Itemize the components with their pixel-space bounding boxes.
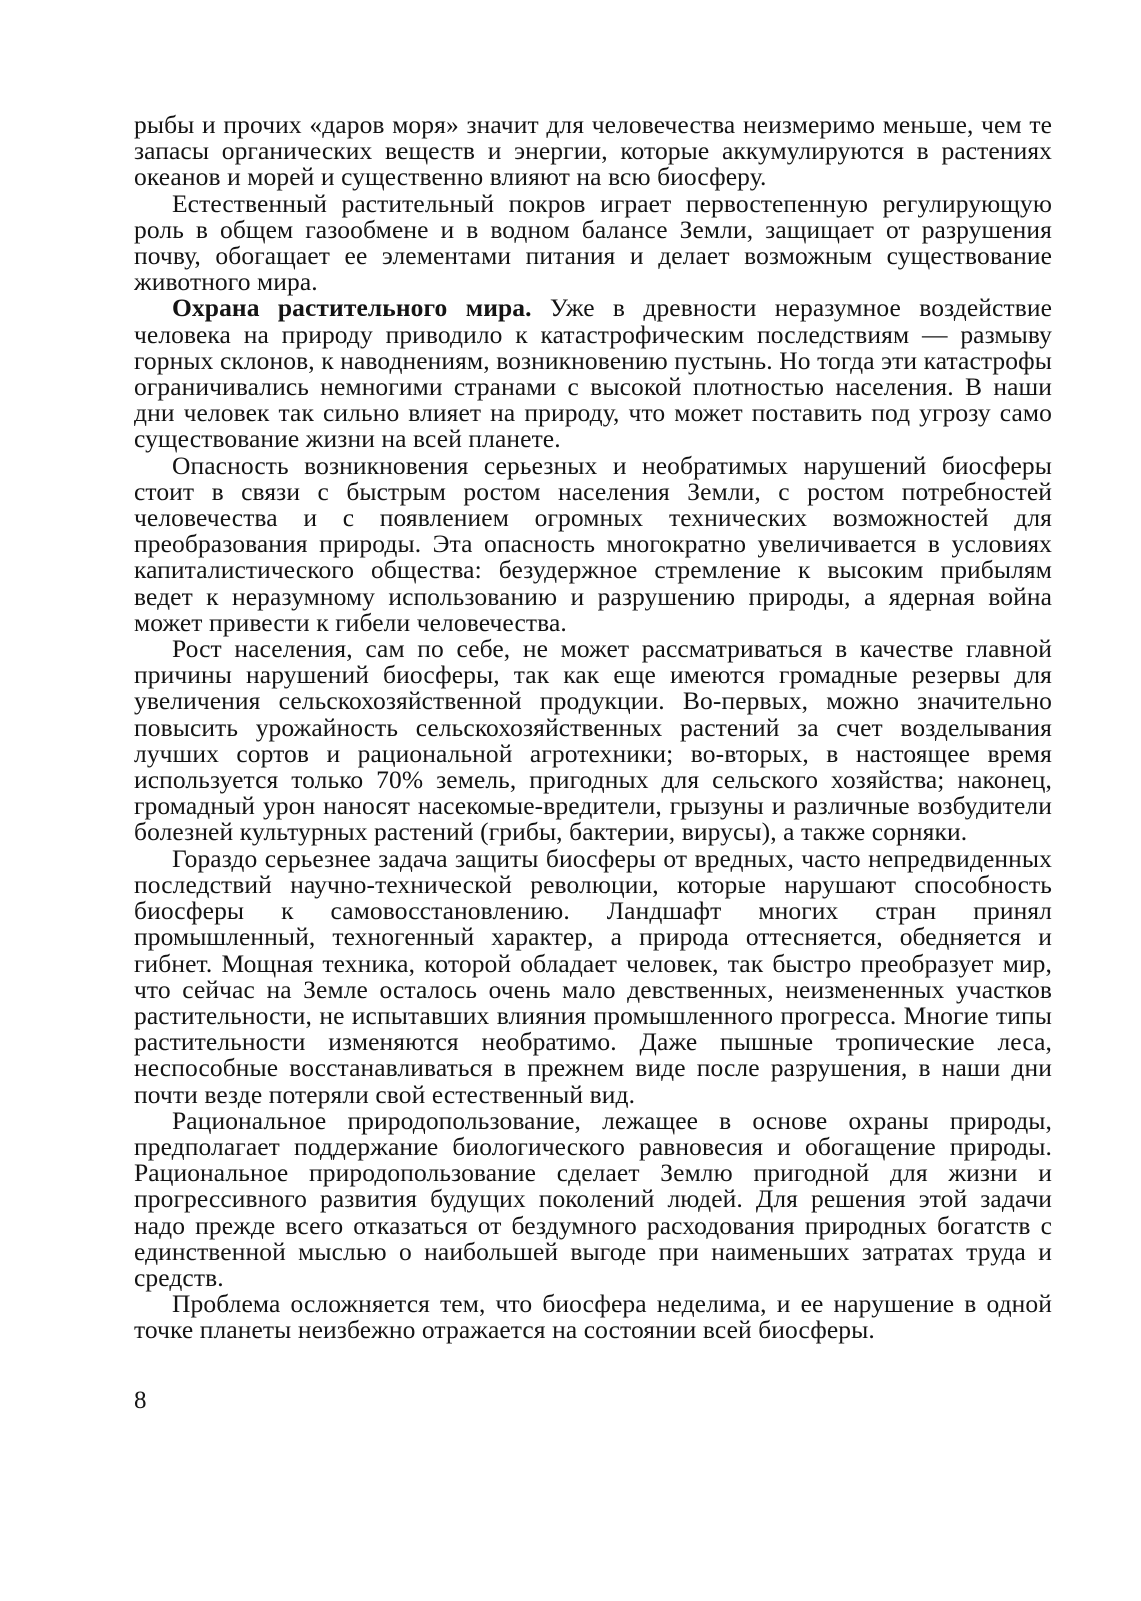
paragraph-6 bbox=[134, 843, 1052, 1109]
paragraph-5-text: Рост населения, сам по себе, не может рассматриваться в качестве главной причины нарушений биосферы, так как еще имеются громадные резервы для увеличения сельскохозяйственной продукции. Во-первых, можно значительно повысить урожайность сельскохозяйственных растений за счет возделывания лучших сортов и рациональной агротехники; во-вторых, в настоящее время используется только 70% земель, пригодных для сельского хозяйства; наконец, громадный урон наносят насекомые-вредители, грызуны и различные возбудители болезней культурных растений (грибы, бактерии, вирусы), а также сорняки. bbox=[134, 634, 1052, 847]
paragraph-7 bbox=[134, 1105, 1052, 1292]
paragraph-6-text: Гораздо серьезнее задача защиты биосферы от вредных, часто непредвиденных последствий научно-технической революции, которые нарушают способность биосферы к самовосстановлению. Ландшафт многих стран принял промышленный, техногенный характер, а природа оттесняется, обедняется и гибнет. Мощная техника, которой обладает человек, так быстро преобразует мир, что сейчас на Земле осталось очень мало девственных, неизмененных участков растительности, не испытавших влияния промышленного прогресса. Многие типы растительности изменяются необратимо. Даже пышные тропические леса, неспособные восстанавливаться в прежнем виде после разрушения, в наши дни почти везде потеряли свой естественный вид. bbox=[134, 843, 1052, 1109]
paragraph-8 bbox=[134, 1291, 1052, 1343]
paragraph-3 bbox=[134, 295, 1052, 452]
paragraph-4 bbox=[134, 450, 1052, 637]
paragraph-4-text: Опасность возникновения серьезных и необратимых нарушений биосферы стоит в связи с быстрым ростом населения Земли, с ростом потребностей человечества и с появлением огромных технических возможностей для преобразования природы. Эта опасность многократно увеличивается в условиях капиталистического общества: безудержное стремление к высоким прибылям ведет к неразумному использованию и разрушению природы, а ядерная война может привести к гибели человечества. bbox=[134, 450, 1052, 637]
paragraph-8-text: Проблема осложняется тем, что биосфера неделима, и ее нарушение в одной точке планеты неизбежно отражается на состоянии всей биосферы. bbox=[134, 1289, 1052, 1345]
paragraph-1 bbox=[134, 112, 1052, 191]
paragraph-2 bbox=[134, 188, 1052, 297]
page-body bbox=[134, 112, 1052, 1344]
paragraph-2-text: Естественный растительный покров играет первостепенную регулирующую роль в общем газообмене и в водном балансе Земли, защищает от разрушения почву, обогащает ее элементами питания и делает возможным существование животного мира. bbox=[134, 188, 1052, 297]
paragraph-5 bbox=[134, 636, 1052, 846]
section-heading-inline: Охрана растительного мира. bbox=[172, 293, 532, 323]
paragraph-1-text: рыбы и прочих «даров моря» значит для человечества неизмеримо меньше, чем те запасы органических веществ и энергии, которые аккумулируются в растениях океанов и морей и существенно влияют на всю биосферу. bbox=[134, 110, 1052, 192]
paragraph-7-text: Рациональное природопользование, лежащее в основе охраны природы, предполагает поддержание биологического равновесия и обогащение природы. Рациональное природопользование сделает Землю пригодной для жизни и прогрессивного развития будущих поколений людей. Для решения этой задачи надо прежде всего отказаться от бездумного расходования природных богатств с единственной мыслью о наибольшей выгоде при наименьших затратах труда и средств. bbox=[134, 1105, 1052, 1292]
page-number: 8 bbox=[134, 1387, 147, 1414]
paragraph-3-text: Уже в древности неразумное воздействие человека на природу приводило к катастрофическим последствиям — размыву горных склонов, к наводнениям, возникновению пустынь. Но тогда эти катастрофы ограничивались немногими странами с высокой плотностью населения. В наши дни человек так сильно влияет на природу, что может поставить под угрозу само существование жизни на всей планете. bbox=[134, 293, 1052, 454]
